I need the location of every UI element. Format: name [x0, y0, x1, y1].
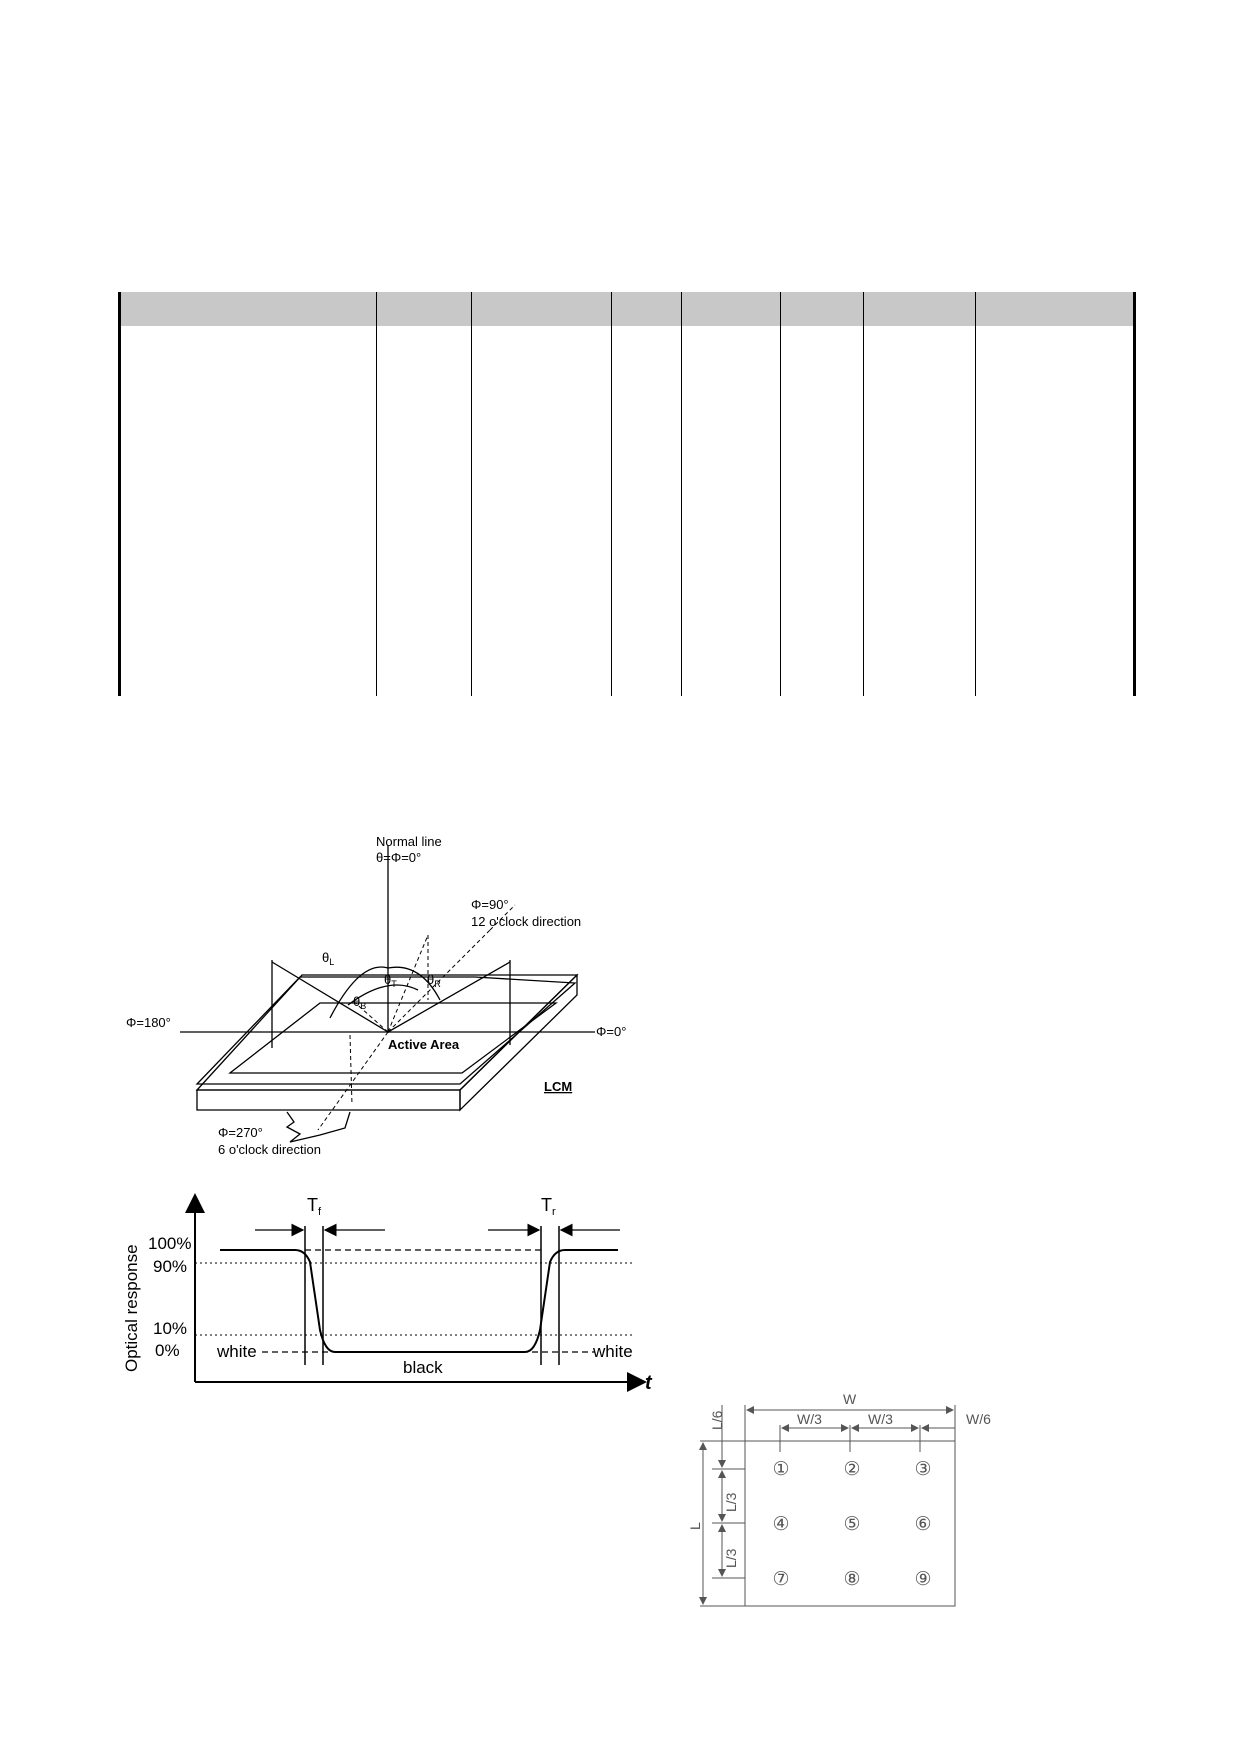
white-right-label: white [593, 1342, 633, 1361]
point-1: ① [772, 1459, 790, 1480]
l3-label-b: L/3 [723, 1548, 739, 1568]
phi-180-label: Φ=180° [126, 1015, 171, 1030]
y-axis-label: Optical response [122, 1244, 141, 1372]
normal-angle-label: θ=Φ=0° [376, 850, 422, 865]
theta-l-label: $\theta_L$ [322, 950, 335, 967]
tr-label: $T_r$ [541, 1195, 556, 1218]
point-7: ⑦ [772, 1569, 790, 1590]
point-2: ② [843, 1459, 861, 1480]
t-axis-label: t [645, 1372, 652, 1394]
point-3: ③ [914, 1459, 932, 1480]
phi-0-label: Φ=0° [596, 1024, 627, 1039]
phi-270-label: Φ=270° [218, 1125, 263, 1140]
point-6: ⑥ [914, 1514, 932, 1535]
point-9: ⑨ [914, 1569, 932, 1590]
w-label: W [843, 1391, 857, 1407]
tf-label: $T_f$ [307, 1195, 322, 1218]
active-area-label: Active Area [388, 1037, 460, 1052]
label-10: 10% [153, 1319, 188, 1338]
lcm-label: LCM [544, 1079, 573, 1094]
theta-b-label: $\theta_B$ [353, 994, 367, 1011]
point-4: ④ [772, 1514, 790, 1535]
l6-label: L/6 [709, 1410, 725, 1430]
w6-label: W/6 [966, 1411, 991, 1427]
point-8: ⑧ [843, 1569, 861, 1590]
phi-90-label: Φ=90° [471, 897, 509, 912]
point-5: ⑤ [843, 1514, 861, 1535]
label-100: 100% [148, 1234, 192, 1253]
theta-r-label: $\theta_R$ [427, 972, 441, 989]
l3-label-a: L/3 [723, 1492, 739, 1512]
label-90: 90% [153, 1257, 188, 1276]
theta-t-label: $\theta_T$ [384, 972, 397, 989]
l-label: L [687, 1522, 703, 1530]
w3-label-b: W/3 [868, 1411, 893, 1427]
dir-6-label: 6 o'clock direction [218, 1142, 321, 1157]
normal-line-label: Normal line [376, 834, 442, 849]
dir-12-label: 12 o'clock direction [471, 914, 582, 929]
black-label: black [403, 1358, 443, 1377]
w3-label-a: W/3 [797, 1411, 822, 1427]
white-left-label: white [217, 1342, 257, 1361]
label-0: 0% [155, 1341, 180, 1360]
